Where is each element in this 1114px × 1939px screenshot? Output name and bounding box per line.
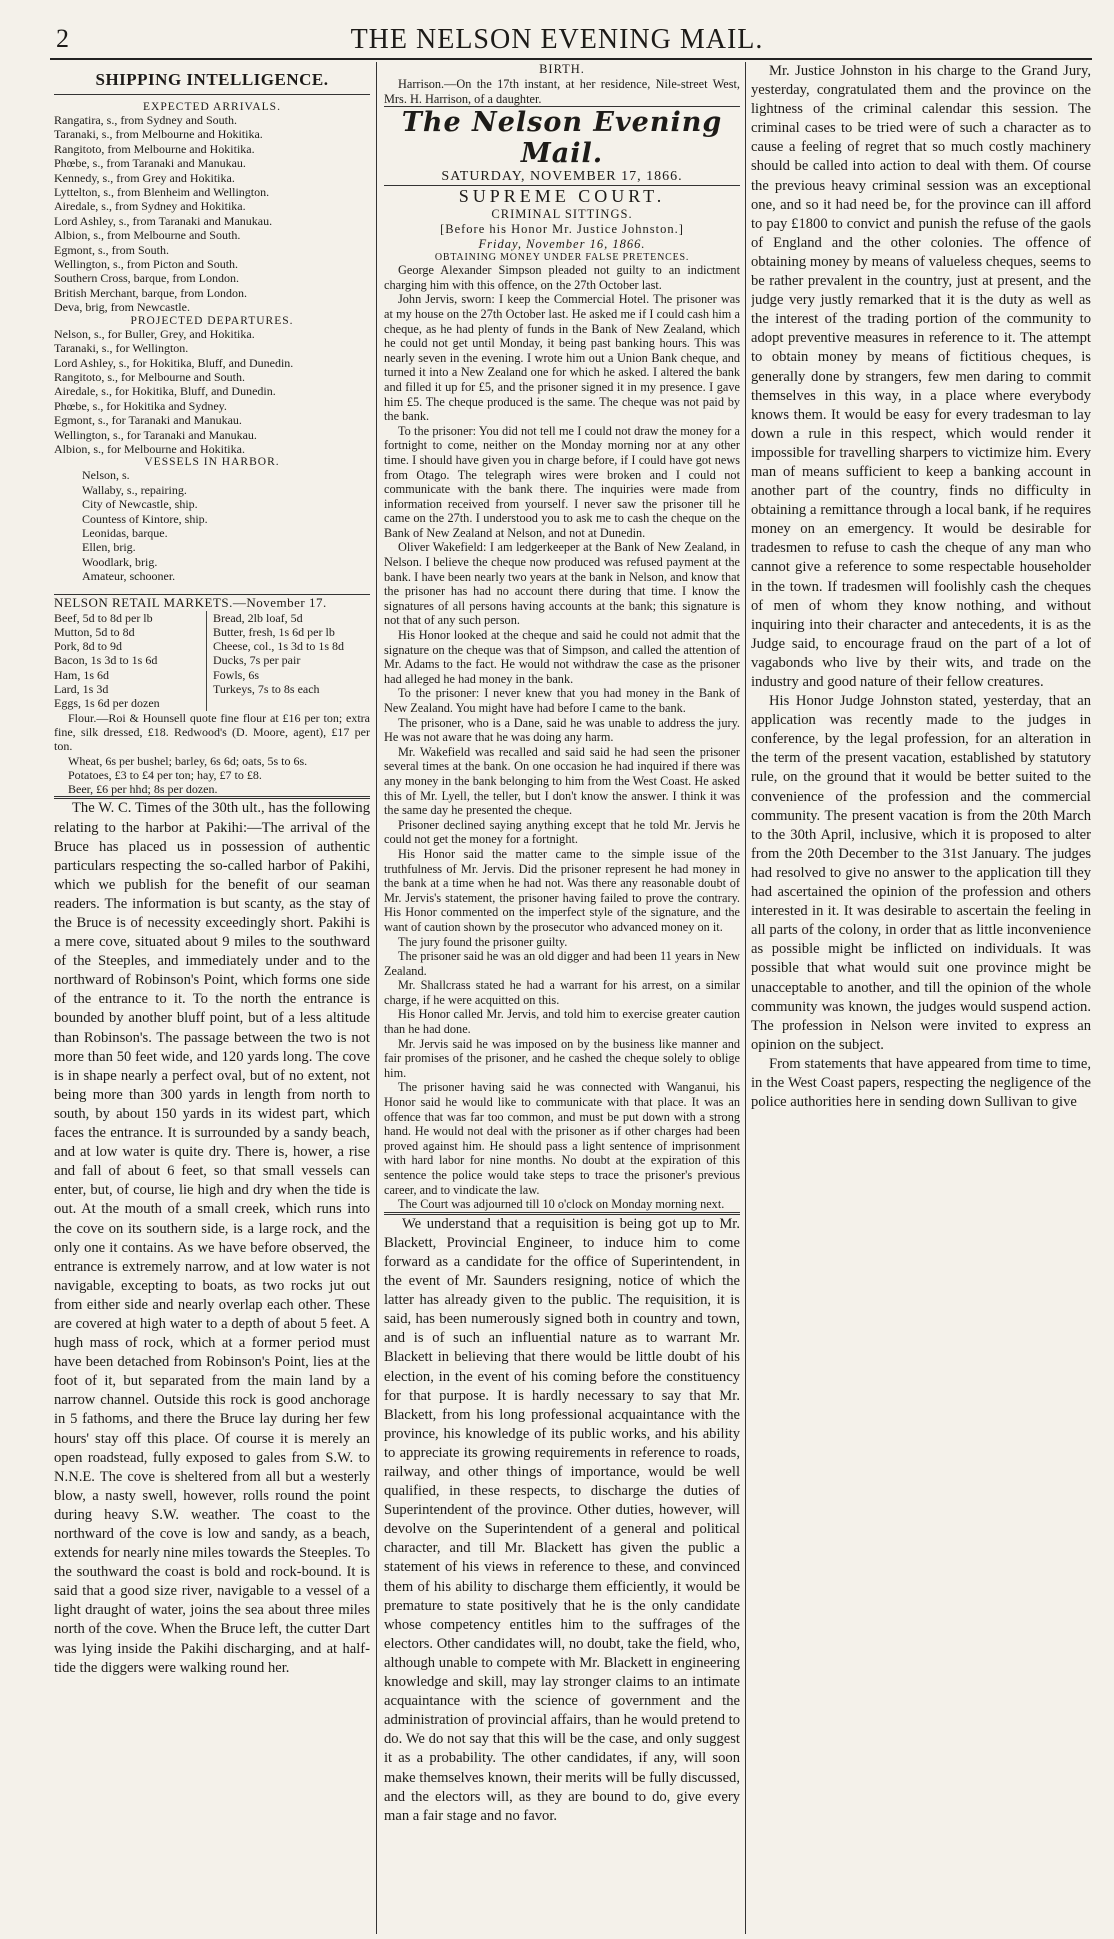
court-date: Friday, November 16, 1866. xyxy=(478,237,646,252)
newspaper-title: THE NELSON EVENING MAIL. xyxy=(350,24,764,55)
paragraph: His Honor looked at the cheque and said he could not admit that the signature on the cheque was that of Simpson, and called the attention of Mr. Adams to the fact. He would not withdraw the case as the prisoner had alleged he had money in the bank. xyxy=(384,628,740,686)
list-item: Beef, 5d to 8d per lb xyxy=(54,610,153,625)
list-item: Deva, brig, from Newcastle. xyxy=(54,300,190,315)
paragraph: Oliver Wakefield: I am ledgerkeeper at the Bank of New Zealand, in Nelson. I believe the cheque now produced was refused payment at the bank. I have been nearly two years at the bank in Nelson, and know that the prisoner has had no account there during that time. I know the signatures of all persons having accounts at the bank; this signature is not that of any such person. xyxy=(384,540,740,628)
column-rule-1 xyxy=(376,62,377,1934)
shipping-heading: SHIPPING INTELLIGENCE. xyxy=(95,70,329,89)
list-item: Wellington, s., for Taranaki and Manukau. xyxy=(54,427,257,442)
list-item: Taranaki, s., from Melbourne and Hokitika. xyxy=(54,127,263,142)
list-item: Eggs, 1s 6d per dozen xyxy=(54,696,160,711)
markets-right-column xyxy=(207,611,344,711)
list-item: British Merchant, barque, from London. xyxy=(54,285,247,300)
vacation-article: His Honor Judge Johnston stated, yesterday, that an application was recently made to the judges in conference, by the legal profession, for an alteration in the term of the present vacation, established by statutory rule, on the ground that it would be better suited to the convenience of the profession and the commercial community. The present vacation is from the 20th March to the 30th April, inclusive, which it is proposed to alter from the 20th December to the 31st January. The judges had resolved to give no answer to the application till they had ascertained the opinion of the profession and others interested in it. It was desirable to ascertain the feeling in all parts of the colony, in order that as little inconvenience as possible might be inflicted on individuals. It was possible that what would suit one province might be unacceptable to another, and till the opinion of the whole community was known, the judges would suspend action. The profession in Nelson were invited to express an opinion on the subject. xyxy=(751,693,1091,1053)
paper-date: SATURDAY, NOVEMBER 17, 1866. xyxy=(441,169,683,185)
list-item: Southern Cross, barque, from London. xyxy=(54,271,239,286)
list-item: Bread, 2lb loaf, 5d xyxy=(213,610,303,625)
list-item: Phœbe, s., from Taranaki and Manukau. xyxy=(54,156,246,171)
paragraph: Mr. Wakefield was recalled and said said he had seen the prisoner several times at the bank. On one occasion he had inquired if there was any money in the bank belonging to him from the West Coast. He asked this of Mr. Lyell, the teller, but I don't know the answer. I think it was the same day he presented the cheque. xyxy=(384,744,740,818)
markets-flour: Flour.—Roi & Hounsell quote fine flour at £16 per ton; extra fine, silk dressed, £18. Redwood's (D. Moore, agent), £17 per ton. xyxy=(54,710,370,754)
list-item: Wellington, s., from Picton and South. xyxy=(54,257,239,272)
column-2 xyxy=(384,62,740,1932)
list-item: Ham, 1s 6d xyxy=(54,667,109,682)
paragraph: The jury found the prisoner guilty. xyxy=(398,934,568,949)
column-3 xyxy=(751,62,1091,1932)
markets-heading: NELSON RETAIL MARKETS.—November 17. xyxy=(54,594,327,610)
list-item: Ellen, brig. xyxy=(82,540,136,555)
list-item: Bacon, 1s 3d to 1s 6d xyxy=(54,653,158,668)
list-item: Rangitoto, from Melbourne and Hokitika. xyxy=(54,141,255,156)
list-item: Countess of Kintore, ship. xyxy=(82,511,208,526)
paragraph: George Alexander Simpson pleaded not guilty to an indictment charging him with this offence, on the 27th October last. xyxy=(384,263,740,292)
justice-johnston-article: Mr. Justice Johnston in his charge to the Grand Jury, yesterday, congratulated them and the province on the lightness of the criminal calendar this session. The criminal cases to be tried were of such a character as to cause a feeling of regret that so much costly machinery should be called into action to deal with them. Of course the previous heavy criminal session was an exceptional one, and so it had need be, for the province can ill afford to pay £1800 to convict and punish the refuse of the gaols of England and the other colonies. The offence of obtaining money by means of valueless cheques, seems to be rather prevalent in the country, just at present, and the judge very justly remarked that it is the duty as well as the interest of the trading portion of the community to adopt preventive measures in reference to it. The attempt to obtain money by means of fictitious cheques, is generally done by strangers, few men daring to commit themselves in this way, in a place where everybody knows them. It would be easy for every tradesman to lay down a rule in this respect, which would render it impossible for travelling sharpers to victimize him. Every man of means sufficient to keep a banking account in another part of the country, finds no difficulty in obtaining a remittance through a local bank, if he requires money on an emergency. It would be desirable for tradesmen to refuse to cash the cheque of any man who cannot give a reference to some respectable householder in the town. If tradesmen will foolishly cash the cheques of men of whom they know nothing, and without inquiring into their character and antecedents, it is as the Judge said, to encourage fraud on the part of a lot of vagabonds who live by their wits, and trade on the industry and good nature of their fellow creatures. xyxy=(751,63,1091,690)
paragraph: Mr. Jervis said he was imposed on by the business like manner and fair promises of the prisoner, and he cashed the cheque solely to oblige him. xyxy=(384,1036,740,1080)
list-item: Lard, 1s 3d xyxy=(54,682,109,697)
court-report xyxy=(384,263,740,1212)
list-item: Amateur, schooner. xyxy=(82,569,176,584)
court-subheading: CRIMINAL SITTINGS. xyxy=(491,207,633,222)
markets-wheat: Wheat, 6s per bushel; barley, 6s 6d; oats, 5s to 6s. xyxy=(68,753,308,768)
list-item: Wallaby, s., repairing. xyxy=(82,482,187,497)
list-item: Turkeys, 7s to 8s each xyxy=(213,682,320,697)
harbor-heading: VESSELS IN HARBOR. xyxy=(144,456,280,469)
list-item: Egmont, s., for Taranaki and Manukau. xyxy=(54,413,242,428)
list-item: Mutton, 5d to 8d xyxy=(54,624,135,639)
projected-list xyxy=(54,327,370,457)
paragraph: Prisoner declined saying anything except that he told Mr. Jervis he could not get the money for a fortnight. xyxy=(384,817,740,847)
markets-left-column xyxy=(54,611,207,711)
markets-beer: Beer, £6 per hhd; 8s per dozen. xyxy=(68,782,218,797)
court-before: [Before his Honor Mr. Justice Johnston.] xyxy=(440,222,684,237)
list-item: Pork, 8d to 9d xyxy=(54,639,123,654)
paragraph: To the prisoner: I never knew that you had money in the Bank of New Zealand. You might have had before I came to the bank. xyxy=(384,686,740,715)
blackett-article: We understand that a requisition is being got up to Mr. Blackett, Provincial Engineer, to induce him to come forward as a candidate for the office of Superintendent, in the event of Mr. Saunders resigning, notice of which the latter has already given to the public. The requisition, it is said, has been numerously signed both in country and town, and is of such an influential nature as to warrant Mr. Blackett in believing that there would be little doubt of his election, in the event of his coming before the constituency for that purpose. It is hardly necessary to say that Mr. Blackett, from his long professional acquaintance with the province, his knowledge of its public works, and his ability to appreciate its growing requirements in reference to roads, railway, and other things of importance, would be well qualified, in these respects, to discharge the duties of Superintendent of the province. Other duties, however, will devolve on the Superintendent of a general and political character, and till Mr. Blackett has given the public a statement of his views in reference to these, and convinced them of his ability to discharge them efficiently, it would be premature to state positively that he is the only candidate whose competency entitles him to the suffrages of the electors. Other candidates will, no doubt, take the field, who, although unable to compete with Mr. Blackett in engineering knowledge and skill, may lay stronger claims to an intimate acquaintance with the science of government and the administration of provincial affairs, than he would pretend to do. We do not say that this will be the case, and only suggest it as a probability. The other candidates, if any, will soon make themselves known, their merits will be fully discussed, and the electors will, as they are bound to do, give every man a fair stage and no favor. xyxy=(384,1215,740,1824)
list-item: Lyttelton, s., from Blenheim and Wellington. xyxy=(54,185,270,200)
paragraph: The prisoner, who is a Dane, said he was unable to address the jury. He was not aware that he was doing any harm. xyxy=(384,715,740,745)
expected-list xyxy=(54,113,370,315)
list-item: Phœbe, s., for Hokitika and Sydney. xyxy=(54,398,227,413)
masthead xyxy=(0,18,1114,55)
page-number: 2 xyxy=(56,24,69,53)
harbor-list xyxy=(54,468,370,583)
police-article: From statements that have appeared from time to time, in the West Coast papers, respecting the negligence of the police authorities here in sending down Sullivan to give xyxy=(751,1055,1091,1111)
list-item: Albion, s., for Melbourne and Hokitika. xyxy=(54,441,245,456)
list-item: Lord Ashley, s., for Hokitika, Bluff, and Dunedin. xyxy=(54,355,294,370)
list-item: Airedale, s., from Sydney and Hokitika. xyxy=(54,199,246,214)
list-item: Albion, s., from Melbourne and South. xyxy=(54,228,241,243)
paragraph: The Court was adjourned till 10 o'clock on Monday morning next. xyxy=(398,1197,725,1212)
list-item: Fowls, 6s xyxy=(213,667,260,682)
list-item: Nelson, s. xyxy=(82,468,130,483)
column-rule-2 xyxy=(745,62,746,1934)
paragraph: To the prisoner: You did not tell me I could not draw the money for a fortnight to come, neither on the Monday morning nor at any other time. I should have given you in charge before, if I could have got news from Otago. The telegraph wires were broken and I could not communicate with the bank there. The inquiries were made from information received from yourself. I never saw the prisoner till he came on the 27th. I understood you to ask me to cash the cheque on the Bank of New Zealand at Nelson, and not at Dunedin. xyxy=(384,423,740,540)
paragraph: His Honor said the matter came to the simple issue of the truthfulness of Mr. Jervis. Did the prisoner represent he had money in the bank at a time when he had not. Was there any reasonable doubt of Mr. Jervis's statement, the prisoner having failed to prove the contrary. His Honor commented on the imperfect style of the signature, and the want of caution shown by the prosecutor who advanced money on it. xyxy=(384,846,740,934)
paragraph: The prisoner having said he was connected with Wanganui, his Honor said he would like to communicate with that place. It was an offence that was far too common, and must be put down with a strong hand. He would not deal with the prisoner as if other charges had been proved against him. He should pass a light sentence of imprisonment with hard labor for nine months. No doubt at the expiration of this sentence the police would take steps to trace the prisoner's previous career, and to vindicate the law. xyxy=(384,1080,740,1197)
list-item: Leonidas, barque. xyxy=(82,525,168,540)
list-item: Taranaki, s., for Wellington. xyxy=(54,341,189,356)
list-item: Woodlark, brig. xyxy=(82,554,158,569)
court-case-title: OBTAINING MONEY UNDER FALSE PRETENCES. xyxy=(434,252,690,264)
list-item: Butter, fresh, 1s 6d per lb xyxy=(213,624,335,639)
paragraph: John Jervis, sworn: I keep the Commercial Hotel. The prisoner was at my house on the 27th October last. He asked me if I could cash him a cheque, as he had plenty of funds in the Bank of New Zealand, which he could not get until Monday, it being past banking hours. This was nearly seven in the evening. I wrote him out a Union Bank cheque, and turned it into a New Zealand one for which he asked. I altered the bank and filled it up for £5, and the prisoner signed it in my presence. I gave him £5. The cheque produced is the same. The cheque was not paid by the bank. xyxy=(384,292,740,424)
column-1 xyxy=(54,70,370,1930)
paragraph: His Honor called Mr. Jervis, and told him to exercise greater caution than he had done. xyxy=(384,1007,740,1037)
list-item: Kennedy, s., from Grey and Hokitika. xyxy=(54,170,235,185)
birth-notice: Harrison.—On the 17th instant, at her residence, Nile-street West, Mrs. H. Harrison, of a daughter. xyxy=(384,77,740,106)
list-item: Nelson, s., for Buller, Grey, and Hokitika. xyxy=(54,326,255,341)
court-heading: SUPREME COURT. xyxy=(458,186,666,207)
markets-table xyxy=(54,611,370,711)
list-item: City of Newcastle, ship. xyxy=(82,497,198,512)
list-item: Cheese, col., 1s 3d to 1s 8d xyxy=(213,639,344,654)
paragraph: The prisoner said he was an old digger and had been 11 years in New Zealand. xyxy=(384,949,740,978)
paragraph: Mr. Shallcrass stated he had a warrant for his arrest, on a similar charge, if he were acquitted on this. xyxy=(384,978,740,1007)
list-item: Rangitoto, s., for Melbourne and South. xyxy=(54,369,245,384)
list-item: Airedale, s., for Hokitika, Bluff, and Dunedin. xyxy=(54,384,276,399)
list-item: Rangatira, s., from Sydney and South. xyxy=(54,113,237,127)
projected-heading: PROJECTED DEPARTURES. xyxy=(130,314,294,327)
masthead-rule xyxy=(50,58,1092,60)
list-item: Lord Ashley, s., from Taranaki and Manukau. xyxy=(54,213,273,228)
expected-heading: EXPECTED ARRIVALS. xyxy=(143,101,281,113)
paper-title: The Nelson Evening Mail. xyxy=(401,107,723,170)
divider xyxy=(54,94,370,95)
list-item: Egmont, s., from South. xyxy=(54,242,170,257)
markets-potatoes: Potatoes, £3 to £4 per ton; hay, £7 to £8. xyxy=(68,767,262,782)
pakihi-article: The W. C. Times of the 30th ult., has the following relating to the harbor at Pakihi:—The arrival of the Bruce has placed us in possession of authentic particulars respecting the so-called harbor of Pakihi, which we publish for the benefit of our seaman readers. The information is but scanty, as the stay of the Bruce is of necessity exceedingly short. Pakihi is a mere cove, situated about 9 miles to the southward of the Steeples, and immediately under and to the northward of Robinson's Point, which forms one side of the entrance to it. To the north the entrance is bounded by another bluff point, but of a less altitude than Robinson's. The passage between the two is not more than 50 feet wide, and 120 yards long. The cove is in shape nearly a perfect oval, but of no extent, not being more than 300 yards in length from north to south, by about 150 yards in its widest part, which faces the entrance. It is surrounded by a sandy beach, and at low water is quite dry. There is, hower, a rise and fall of about 6 feet, so that small vessels can enter, but, of course, lie high and dry when the tide is out. At the mouth of a small creek, which runs into the cove on its southern side, is a large rock, and the only one it contains. As we have before observed, the entrance is extremely narrow, and at low water is not navigable, excepting to boats, as two rocks jut out from either side and nearly overlap each other. These are covered at high water to a depth of about 5 feet. A hugh mass of rock, which at a former period must have been detached from Robinson's Point, lies at the foot of it, but separated from the main land by a narrow channel. Outside this rock is good anchorage in 5 fathoms, and there the Bruce lay during her few hours' stay off this place. Of course it is merely an open roadstead, fully exposed to gales from S.W. to N.N.E. The cove is sheltered from all but a westerly blow, a nasty swell, however, rolls round the point during heavy S.W. weather. The coast to the northward of the cove is low and sandy, as a beach, extends for nearly nine miles towards the Steeples. To the southward the coast is bold and rock-bound. It is said that a good size river, navigable to a vessel of a light draught of water, joins the sea about three miles north of the cove. When the Bruce left, the cutter Dart was lying inside the Pakihi discharging, and at half-tide the diggers were walking round her. xyxy=(54,800,370,1676)
birth-heading: BIRTH. xyxy=(539,62,585,76)
list-item: Ducks, 7s per pair xyxy=(213,653,301,668)
